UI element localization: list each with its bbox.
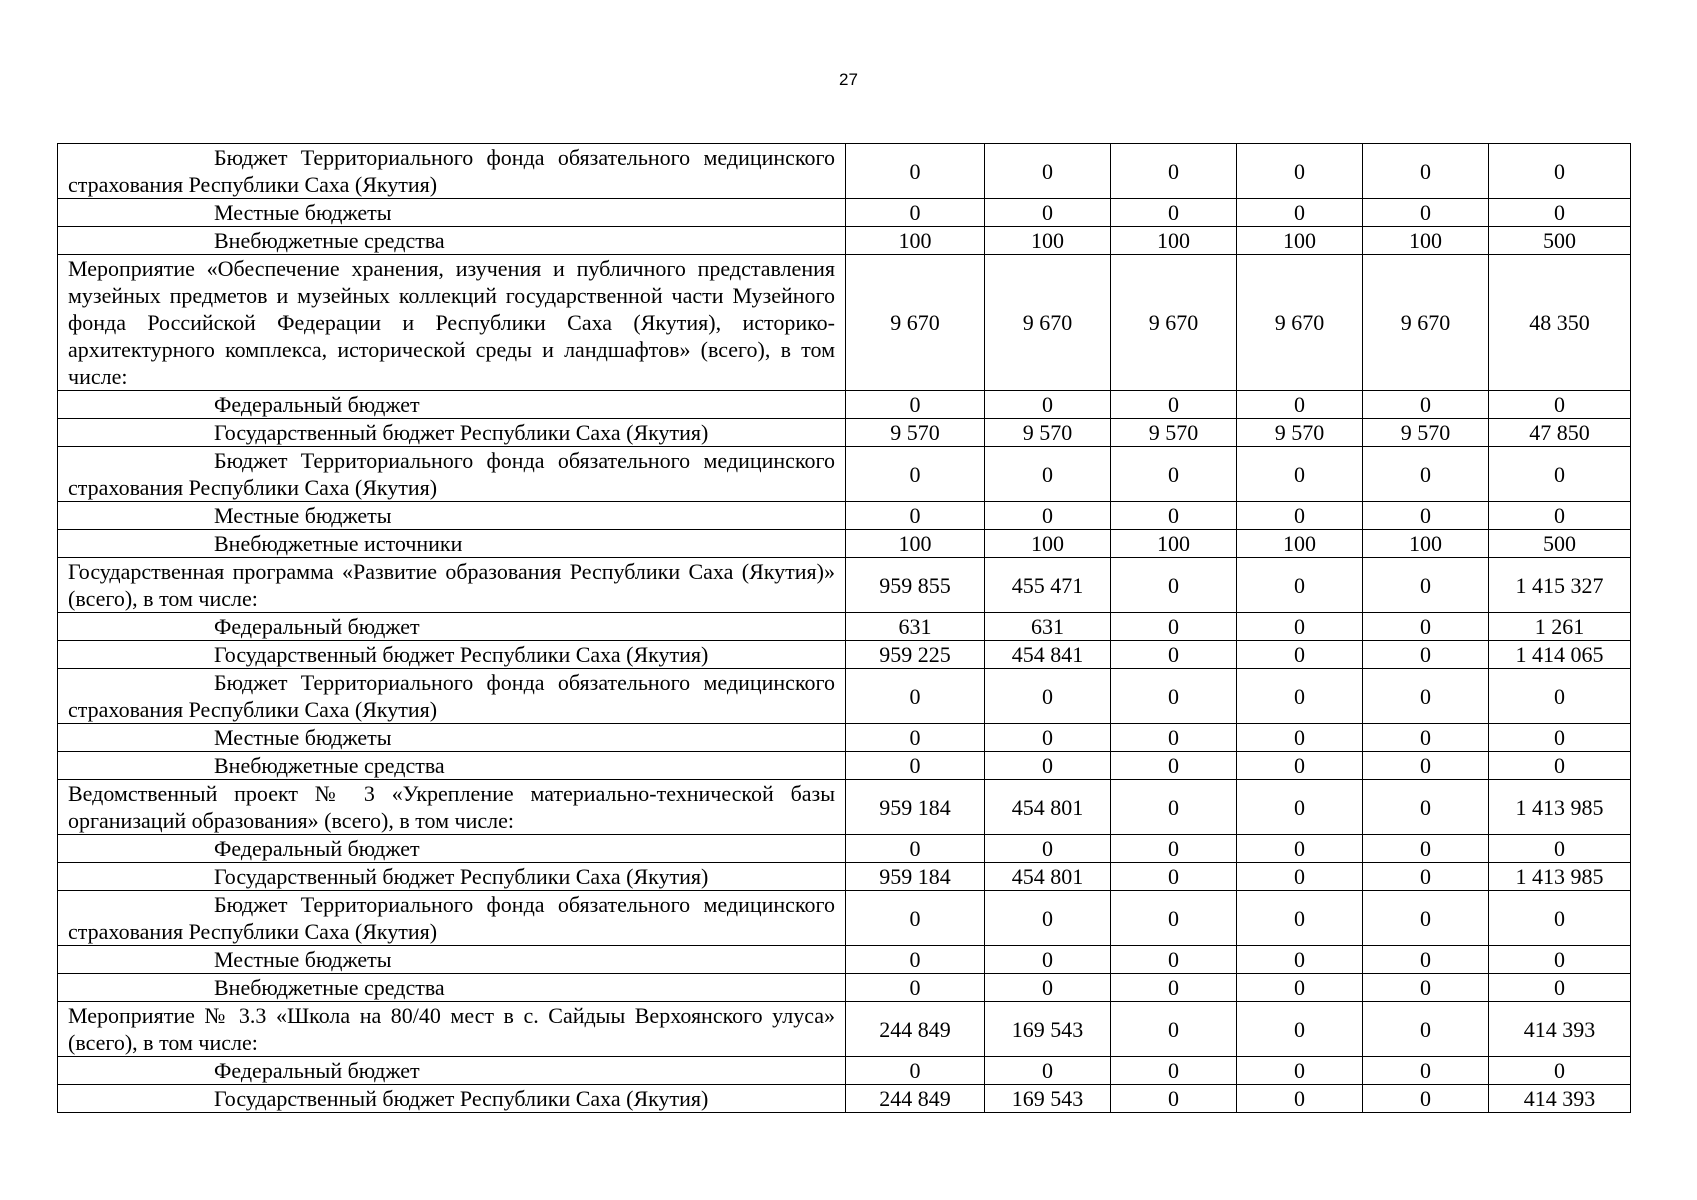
row-label: Государственный бюджет Республики Саха (Якутия)	[58, 1085, 846, 1113]
table-row	[58, 641, 1631, 669]
total-cell: 0	[1489, 946, 1631, 974]
table-row	[58, 669, 1631, 724]
table-row	[58, 613, 1631, 641]
value-cell: 0	[985, 891, 1111, 946]
total-cell: 47 850	[1489, 419, 1631, 447]
table-row	[58, 724, 1631, 752]
value-cell: 100	[846, 227, 985, 255]
value-cell: 0	[846, 835, 985, 863]
total-cell: 0	[1489, 752, 1631, 780]
table-row	[58, 199, 1631, 227]
value-cell: 0	[1237, 144, 1363, 199]
value-cell: 0	[1111, 835, 1237, 863]
value-cell: 9 670	[985, 255, 1111, 391]
value-cell: 0	[1363, 891, 1489, 946]
value-cell: 0	[1237, 891, 1363, 946]
table-row	[58, 1002, 1631, 1057]
table-row	[58, 391, 1631, 419]
total-cell: 0	[1489, 391, 1631, 419]
value-cell: 631	[985, 613, 1111, 641]
value-cell: 0	[1111, 144, 1237, 199]
total-cell: 1 261	[1489, 613, 1631, 641]
row-label: Государственная программа «Развитие образования Республики Саха (Якутия)» (всего), в том числе:	[58, 558, 846, 613]
value-cell: 100	[1363, 530, 1489, 558]
row-label: Федеральный бюджет	[58, 613, 846, 641]
row-label: Местные бюджеты	[58, 724, 846, 752]
row-label: Государственный бюджет Республики Саха (Якутия)	[58, 419, 846, 447]
value-cell: 0	[846, 946, 985, 974]
value-cell: 100	[1363, 227, 1489, 255]
value-cell: 0	[985, 199, 1111, 227]
table-row	[58, 419, 1631, 447]
value-cell: 0	[846, 502, 985, 530]
value-cell: 0	[1237, 1085, 1363, 1113]
row-label: Федеральный бюджет	[58, 835, 846, 863]
value-cell: 0	[1111, 199, 1237, 227]
value-cell: 0	[1111, 1085, 1237, 1113]
value-cell: 0	[1111, 558, 1237, 613]
value-cell: 0	[985, 1057, 1111, 1085]
value-cell: 0	[846, 891, 985, 946]
total-cell: 0	[1489, 199, 1631, 227]
total-cell: 1 415 327	[1489, 558, 1631, 613]
value-cell: 0	[1363, 752, 1489, 780]
value-cell: 0	[1111, 1057, 1237, 1085]
row-label: Государственный бюджет Республики Саха (Якутия)	[58, 641, 846, 669]
value-cell: 0	[1237, 669, 1363, 724]
value-cell: 959 184	[846, 863, 985, 891]
table-row	[58, 144, 1631, 199]
total-cell: 1 413 985	[1489, 780, 1631, 835]
value-cell: 0	[846, 144, 985, 199]
total-cell: 0	[1489, 502, 1631, 530]
value-cell: 0	[1237, 863, 1363, 891]
total-cell: 0	[1489, 1057, 1631, 1085]
value-cell: 0	[1111, 724, 1237, 752]
value-cell: 0	[985, 144, 1111, 199]
value-cell: 244 849	[846, 1002, 985, 1057]
value-cell: 0	[1363, 1002, 1489, 1057]
page-number: 27	[839, 70, 858, 89]
value-cell: 0	[1111, 946, 1237, 974]
value-cell: 0	[1237, 946, 1363, 974]
value-cell: 0	[985, 752, 1111, 780]
table-row	[58, 227, 1631, 255]
total-cell: 0	[1489, 891, 1631, 946]
value-cell: 0	[985, 974, 1111, 1002]
value-cell: 9 570	[985, 419, 1111, 447]
value-cell: 100	[1111, 227, 1237, 255]
value-cell: 0	[1237, 613, 1363, 641]
table-row	[58, 752, 1631, 780]
value-cell: 0	[1363, 835, 1489, 863]
table-row	[58, 1085, 1631, 1113]
row-label: Внебюджетные средства	[58, 227, 846, 255]
value-cell: 959 184	[846, 780, 985, 835]
value-cell: 0	[1363, 669, 1489, 724]
value-cell: 0	[985, 391, 1111, 419]
value-cell: 9 570	[1237, 419, 1363, 447]
value-cell: 959 225	[846, 641, 985, 669]
value-cell: 0	[1237, 835, 1363, 863]
value-cell: 0	[1237, 780, 1363, 835]
value-cell: 0	[1237, 502, 1363, 530]
value-cell: 0	[1363, 641, 1489, 669]
value-cell: 0	[1237, 724, 1363, 752]
total-cell: 414 393	[1489, 1002, 1631, 1057]
value-cell: 0	[1363, 946, 1489, 974]
value-cell: 0	[1111, 780, 1237, 835]
value-cell: 455 471	[985, 558, 1111, 613]
table-row	[58, 255, 1631, 391]
value-cell: 0	[1237, 1057, 1363, 1085]
total-cell: 0	[1489, 724, 1631, 752]
value-cell: 0	[1237, 199, 1363, 227]
value-cell: 959 855	[846, 558, 985, 613]
value-cell: 0	[985, 724, 1111, 752]
table-row	[58, 530, 1631, 558]
value-cell: 0	[846, 974, 985, 1002]
table-row	[58, 974, 1631, 1002]
table-row	[58, 447, 1631, 502]
value-cell: 0	[1363, 391, 1489, 419]
value-cell: 454 841	[985, 641, 1111, 669]
table-row	[58, 835, 1631, 863]
value-cell: 9 570	[1363, 419, 1489, 447]
total-cell: 0	[1489, 669, 1631, 724]
row-label: Федеральный бюджет	[58, 1057, 846, 1085]
value-cell: 100	[985, 530, 1111, 558]
value-cell: 0	[1363, 1085, 1489, 1113]
row-label: Бюджет Территориального фонда обязательного медицинского страхования Республики Саха (Якутия)	[58, 891, 846, 946]
table-row	[58, 891, 1631, 946]
value-cell: 0	[1111, 974, 1237, 1002]
row-label: Ведомственный проект № 3 «Укрепление материально-технической базы организаций образования» (всего), в том числе:	[58, 780, 846, 835]
value-cell: 169 543	[985, 1085, 1111, 1113]
value-cell: 631	[846, 613, 985, 641]
value-cell: 9 570	[1111, 419, 1237, 447]
total-cell: 0	[1489, 974, 1631, 1002]
value-cell: 9 670	[1111, 255, 1237, 391]
value-cell: 0	[1363, 502, 1489, 530]
value-cell: 0	[985, 502, 1111, 530]
value-cell: 9 670	[846, 255, 985, 391]
value-cell: 0	[846, 447, 985, 502]
table-row	[58, 946, 1631, 974]
value-cell: 0	[846, 724, 985, 752]
value-cell: 0	[1111, 863, 1237, 891]
row-label: Внебюджетные средства	[58, 974, 846, 1002]
total-cell: 0	[1489, 447, 1631, 502]
value-cell: 0	[985, 447, 1111, 502]
total-cell: 1 414 065	[1489, 641, 1631, 669]
value-cell: 0	[1237, 558, 1363, 613]
budget-table	[57, 143, 1631, 1113]
value-cell: 100	[846, 530, 985, 558]
value-cell: 100	[1237, 530, 1363, 558]
table-row	[58, 558, 1631, 613]
total-cell: 500	[1489, 227, 1631, 255]
value-cell: 454 801	[985, 863, 1111, 891]
value-cell: 0	[1363, 558, 1489, 613]
value-cell: 0	[1111, 641, 1237, 669]
value-cell: 0	[1111, 613, 1237, 641]
value-cell: 454 801	[985, 780, 1111, 835]
row-label: Внебюджетные средства	[58, 752, 846, 780]
value-cell: 0	[846, 669, 985, 724]
value-cell: 9 570	[846, 419, 985, 447]
row-label: Бюджет Территориального фонда обязательного медицинского страхования Республики Саха (Якутия)	[58, 669, 846, 724]
value-cell: 0	[1111, 1002, 1237, 1057]
row-label: Внебюджетные источники	[58, 530, 846, 558]
value-cell: 0	[1237, 447, 1363, 502]
row-label: Бюджет Территориального фонда обязательного медицинского страхования Республики Саха (Якутия)	[58, 447, 846, 502]
total-cell: 1 413 985	[1489, 863, 1631, 891]
value-cell: 0	[1363, 613, 1489, 641]
value-cell: 0	[1111, 391, 1237, 419]
value-cell: 0	[846, 752, 985, 780]
value-cell: 0	[1363, 447, 1489, 502]
value-cell: 0	[1237, 752, 1363, 780]
value-cell: 9 670	[1237, 255, 1363, 391]
value-cell: 0	[1111, 447, 1237, 502]
value-cell: 169 543	[985, 1002, 1111, 1057]
total-cell: 0	[1489, 144, 1631, 199]
value-cell: 0	[985, 835, 1111, 863]
value-cell: 0	[1363, 199, 1489, 227]
value-cell: 0	[846, 1057, 985, 1085]
value-cell: 0	[1111, 891, 1237, 946]
value-cell: 0	[846, 391, 985, 419]
value-cell: 0	[1363, 1057, 1489, 1085]
row-label: Бюджет Территориального фонда обязательного медицинского страхования Республики Саха (Якутия)	[58, 144, 846, 199]
value-cell: 0	[1111, 502, 1237, 530]
value-cell: 0	[1363, 144, 1489, 199]
value-cell: 0	[1237, 391, 1363, 419]
value-cell: 100	[1237, 227, 1363, 255]
value-cell: 0	[846, 199, 985, 227]
value-cell: 244 849	[846, 1085, 985, 1113]
value-cell: 0	[985, 669, 1111, 724]
table-row	[58, 1057, 1631, 1085]
row-label: Мероприятие «Обеспечение хранения, изучения и публичного представления музейных предметов и музейных коллекций государственной части Музейного фонда Российской Федерации и Республики Саха (Якутия), историко-архитектурного комплекса, исторической среды и ландшафтов» (всего), в том числе:	[58, 255, 846, 391]
value-cell: 100	[1111, 530, 1237, 558]
table-row	[58, 780, 1631, 835]
row-label: Местные бюджеты	[58, 199, 846, 227]
value-cell: 0	[985, 946, 1111, 974]
value-cell: 0	[1363, 780, 1489, 835]
row-label: Государственный бюджет Республики Саха (Якутия)	[58, 863, 846, 891]
value-cell: 0	[1363, 724, 1489, 752]
value-cell: 9 670	[1363, 255, 1489, 391]
total-cell: 414 393	[1489, 1085, 1631, 1113]
value-cell: 0	[1111, 752, 1237, 780]
row-label: Мероприятие № 3.3 «Школа на 80/40 мест в с. Сайдыы Верхоянского улуса» (всего), в том числе:	[58, 1002, 846, 1057]
value-cell: 0	[1363, 863, 1489, 891]
value-cell: 100	[985, 227, 1111, 255]
total-cell: 0	[1489, 835, 1631, 863]
table-row	[58, 502, 1631, 530]
table-row	[58, 863, 1631, 891]
value-cell: 0	[1111, 669, 1237, 724]
value-cell: 0	[1363, 974, 1489, 1002]
total-cell: 500	[1489, 530, 1631, 558]
row-label: Местные бюджеты	[58, 502, 846, 530]
value-cell: 0	[1237, 641, 1363, 669]
total-cell: 48 350	[1489, 255, 1631, 391]
row-label: Местные бюджеты	[58, 946, 846, 974]
budget-table-body	[58, 144, 1631, 1113]
value-cell: 0	[1237, 974, 1363, 1002]
value-cell: 0	[1237, 1002, 1363, 1057]
row-label: Федеральный бюджет	[58, 391, 846, 419]
